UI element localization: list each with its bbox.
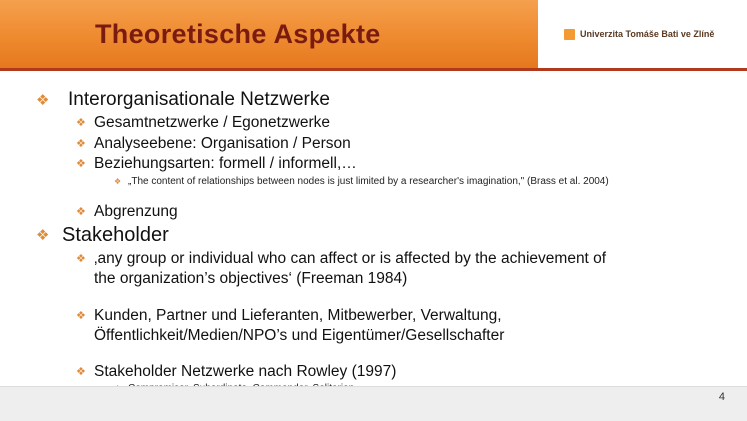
diamond-bullet-icon: ❖ — [76, 117, 86, 129]
diamond-bullet-icon: ❖ — [76, 138, 86, 150]
list-item — [76, 202, 716, 222]
slide-footer — [0, 386, 747, 421]
list-item-text: Analyseebene: Organisation / Person — [94, 135, 351, 152]
diamond-bullet-icon: ❖ — [114, 177, 122, 186]
diamond-bullet-icon: ❖ — [76, 253, 86, 265]
list-item-text: Abgrenzung — [94, 203, 178, 220]
diamond-bullet-icon: ❖ — [36, 227, 50, 244]
quote-text: „The content of relationships between nodes is just limited by a researcher's imagination," (Brass et al. 2004) — [128, 176, 609, 187]
diamond-bullet-icon: ❖ — [76, 206, 86, 218]
list-item — [76, 362, 716, 382]
list-item-text: Gesamtnetzwerke / Egonetzwerke — [94, 114, 331, 131]
slide-title: Theoretische Aspekte — [95, 18, 381, 49]
page-number: 4 — [718, 391, 725, 403]
list-item — [76, 154, 716, 174]
diamond-bullet-icon: ❖ — [76, 158, 86, 170]
list-item — [76, 306, 636, 345]
list-item-text: Stakeholder — [62, 224, 169, 246]
slide-header — [0, 0, 747, 68]
list-item — [36, 224, 716, 247]
list-item-text: ‚any group or individual who can affect or is affected by the achievement of the organization’s objectives‘ (Freeman 1984) — [94, 250, 607, 287]
list-item — [76, 249, 636, 288]
diamond-bullet-icon: ❖ — [36, 92, 50, 109]
diamond-bullet-icon: ❖ — [76, 366, 86, 378]
university-logo-icon — [564, 29, 575, 40]
quote-item — [114, 175, 634, 188]
list-item-text: Stakeholder Netzwerke nach Rowley (1997) — [94, 363, 397, 380]
list-item-text: Beziehungsarten: formell / informell,… — [94, 155, 357, 172]
slide-content — [0, 71, 747, 386]
university-name: Univerzita Tomáše Bati ve Zlíně — [580, 29, 715, 39]
list-item — [76, 113, 716, 133]
list-item-text: Interorganisationale Netzwerke — [68, 89, 330, 110]
list-item — [36, 89, 716, 111]
university-brand — [538, 0, 747, 68]
list-item — [76, 134, 716, 154]
title-bar — [0, 0, 538, 68]
list-item-text: Kunden, Partner und Lieferanten, Mitbewerber, Verwaltung, Öffentlichkeit/Medien/NPO’s und Eigentümer/Gesellschafter — [94, 307, 505, 344]
diamond-bullet-icon: ❖ — [76, 310, 86, 322]
